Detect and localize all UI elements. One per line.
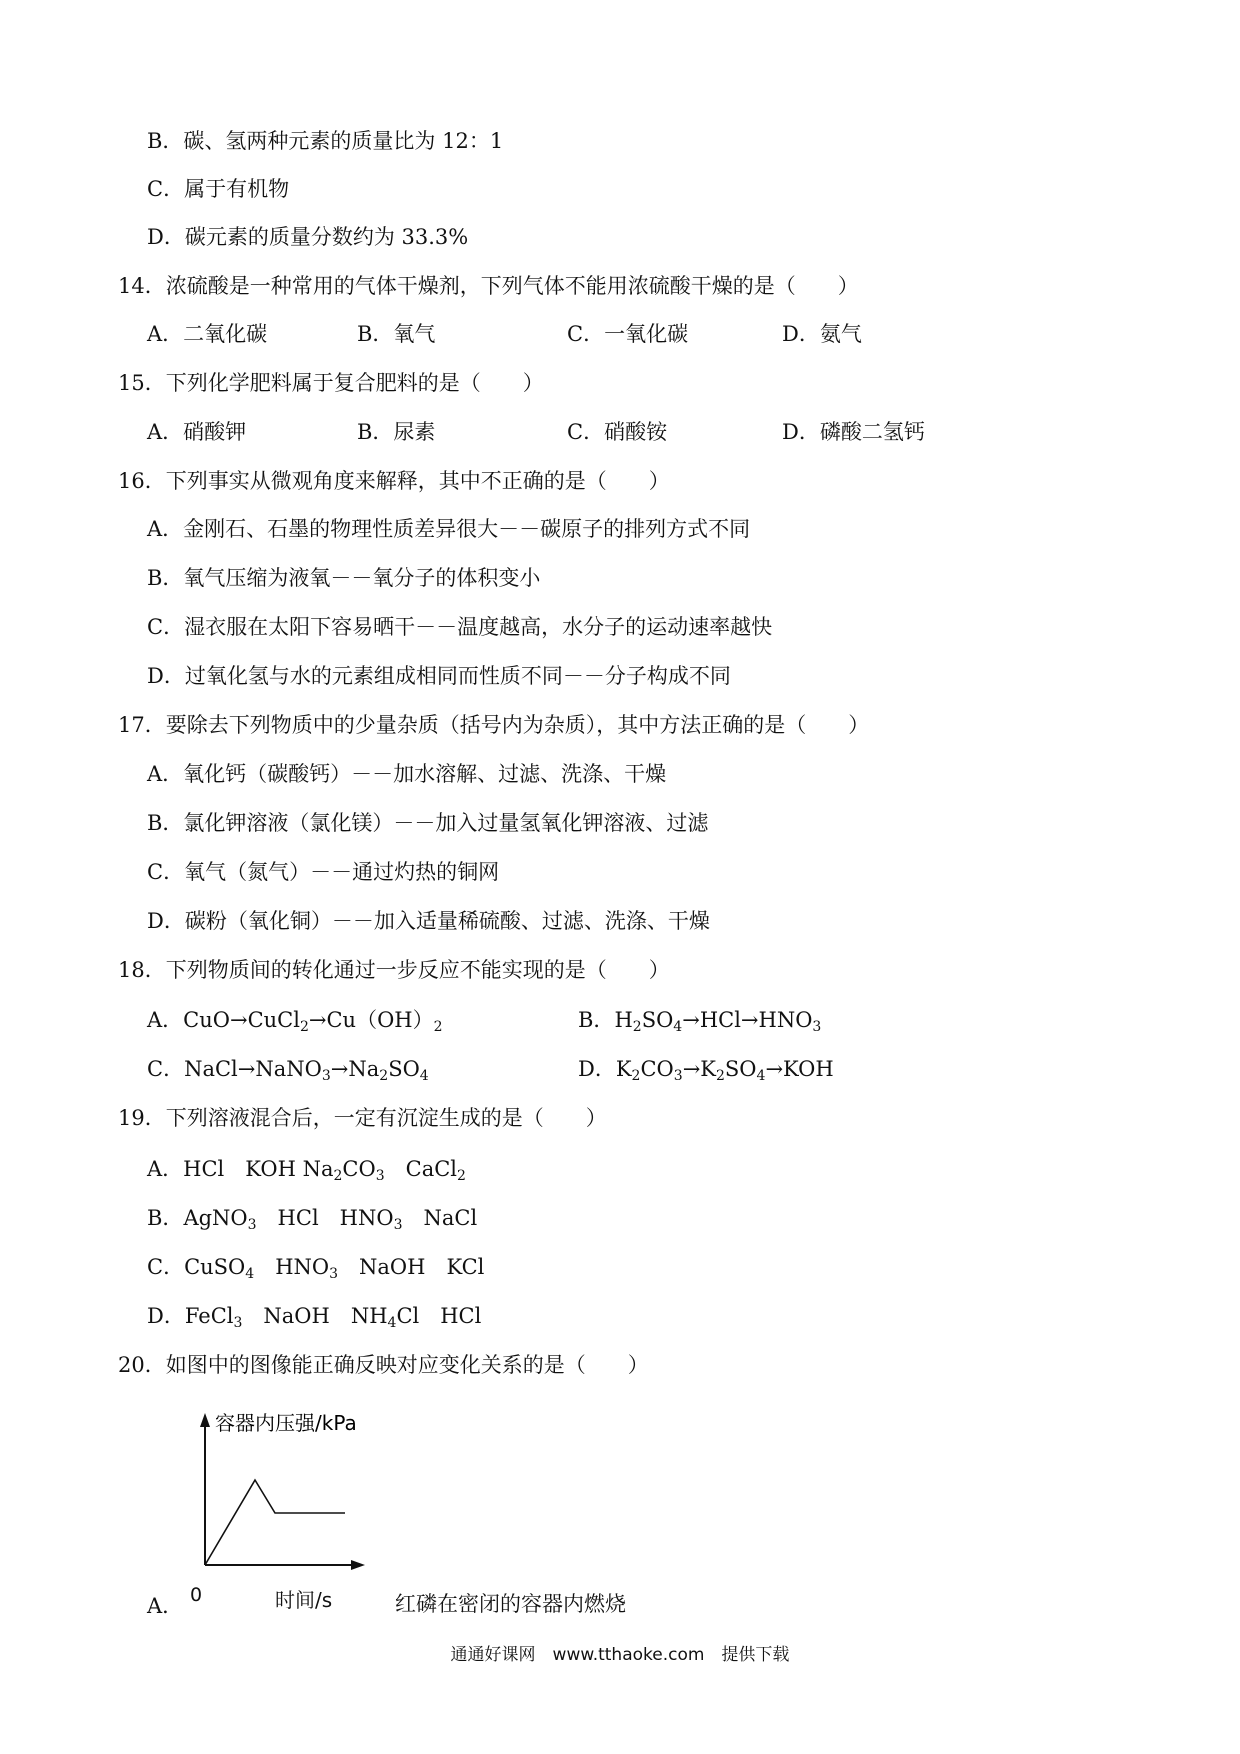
graph-xlabel: 时间/s	[275, 1588, 333, 1612]
q20-option-a-label: A．	[147, 1594, 184, 1618]
q20-option-a-graph	[185, 1405, 385, 1585]
q15-option-b: B．尿素	[357, 420, 436, 444]
q20-stem: 20．如图中的图像能正确反映对应变化关系的是（ ）	[118, 1353, 649, 1377]
q16-stem: 16．下列事实从微观角度来解释，其中不正确的是（ ）	[118, 469, 670, 493]
q13-option-c: C．属于有机物	[147, 177, 290, 201]
graph-ylabel: 容器内压强/kPa	[215, 1411, 357, 1435]
q14-stem: 14．浓硫酸是一种常用的气体干燥剂，下列气体不能用浓硫酸干燥的是（ ）	[118, 274, 859, 298]
q13-option-b: B．碳、氢两种元素的质量比为 12：1	[147, 129, 504, 153]
q17-option-a: A．氧化钙（碳酸钙）－－加水溶解、过滤、洗涤、干燥	[147, 762, 667, 786]
q14-option-d: D．氨气	[782, 322, 862, 346]
q18-option-c: C．$NaCl\to NaNO_3\to Na_2SO_4$	[147, 1057, 429, 1084]
q13-option-d: D．碳元素的质量分数约为 33.3%	[147, 225, 469, 249]
y-axis-arrow-icon	[200, 1413, 210, 1427]
pressure-curve	[205, 1480, 345, 1565]
q16-option-d: D．过氧化氢与水的元素组成相同而性质不同－－分子构成不同	[147, 664, 731, 688]
q18-option-b: B．$H_2SO_4\to HCl\to HNO_3$	[578, 1008, 822, 1035]
q18-stem: 18．下列物质间的转化通过一步反应不能实现的是（ ）	[118, 958, 670, 982]
q18-option-a: A．$CuO\to CuCl_2\to Cu(OH)_2$	[147, 1008, 443, 1035]
q17-option-d: D．碳粉（氧化铜）－－加入适量稀硫酸、过滤、洗涤、干燥	[147, 909, 710, 933]
q15-option-d: D．磷酸二氢钙	[782, 420, 925, 444]
page-footer: 通通好课网 www.tthaoke.com 提供下载	[450, 1645, 790, 1665]
q17-option-b: B．氯化钾溶液（氯化镁）－－加入过量氢氧化钾溶液、过滤	[147, 811, 709, 835]
q16-option-b: B．氧气压缩为液氧－－氧分子的体积变小	[147, 566, 541, 590]
x-axis-arrow-icon	[351, 1560, 365, 1570]
q15-stem: 15．下列化学肥料属于复合肥料的是（ ）	[118, 371, 544, 395]
q14-option-b: B．氧气	[357, 322, 436, 346]
q19-option-d: D．FeCl$_3$ NaOH $NH_4Cl$ HCl	[147, 1304, 482, 1331]
q19-stem: 19．下列溶液混合后，一定有沉淀生成的是（ ）	[118, 1106, 607, 1130]
q19-option-a: A．HCl KOH $Na_2CO_3$ CaCl$_2$	[147, 1157, 466, 1184]
q15-option-c: C．硝酸铵	[567, 420, 668, 444]
q17-stem: 17．要除去下列物质中的少量杂质（括号内为杂质），其中方法正确的是（ ）	[118, 713, 870, 737]
q14-option-a: A．二氧化碳	[147, 322, 268, 346]
q16-option-a: A．金刚石、石墨的物理性质差异很大－－碳原子的排列方式不同	[147, 517, 751, 541]
q19-option-c: C．CuSO$_4$ $HNO_3$ NaOH KCl	[147, 1255, 485, 1282]
q16-option-c: C．湿衣服在太阳下容易晒干－－温度越高，水分子的运动速率越快	[147, 615, 773, 639]
q18-option-d: D．$K_2CO_3\to K_2SO_4\to KOH$	[578, 1057, 834, 1084]
graph-origin: 0	[190, 1584, 203, 1606]
q15-option-a: A．硝酸钾	[147, 420, 247, 444]
q14-option-c: C．一氧化碳	[567, 322, 689, 346]
q17-option-c: C．氧气（氮气）－－通过灼热的铜网	[147, 860, 500, 884]
q19-option-b: B．AgNO$_3$ HCl $HNO_3$ NaCl	[147, 1206, 478, 1233]
q20-option-a-caption: 红磷在密闭的容器内燃烧	[395, 1592, 626, 1616]
